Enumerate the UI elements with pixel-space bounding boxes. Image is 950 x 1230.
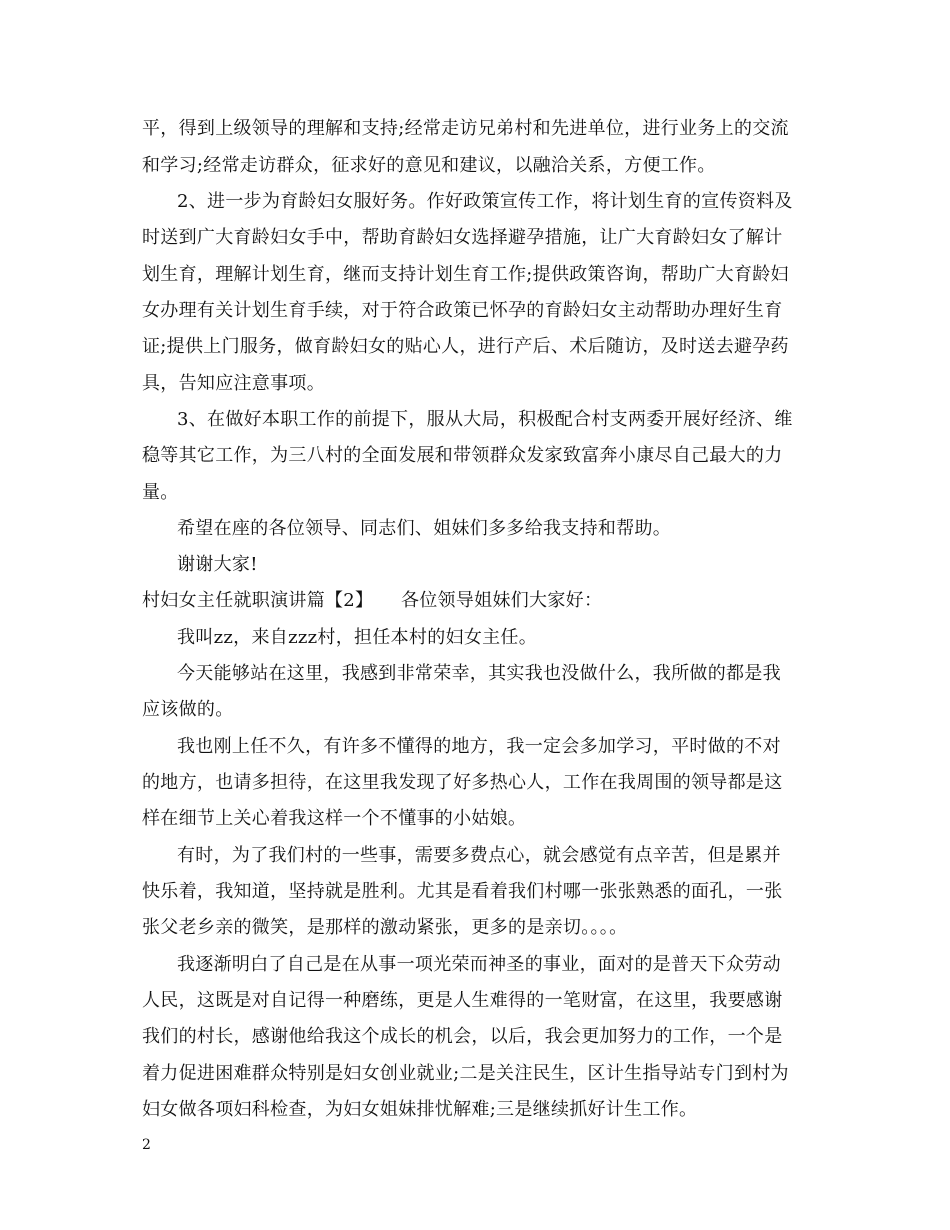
body-text-line: 女办理有关计划生育手续，对于符合政策已怀孕的育龄妇女主动帮助办理好生育 bbox=[142, 300, 783, 321]
body-text-line: 划生育，理解计划生育，继而支持计划生育工作;提供政策咨询，帮助广大育龄妇 bbox=[142, 264, 789, 285]
page-number: 2 bbox=[142, 1137, 151, 1153]
body-text-line: 应该做的。 bbox=[142, 699, 234, 720]
body-text-line: 我们的村长，感谢他给我这个成长的机会，以后，我会更加努力的工作，一个是 bbox=[142, 1026, 783, 1047]
body-text-line: 张父老乡亲的微笑，是那样的激动紧张，更多的是亲切。。。。 bbox=[142, 917, 628, 938]
body-text-line: 3、在做好本职工作的前提下，服从大局，积极配合村支两委开展好经济、维 bbox=[177, 409, 793, 430]
body-text-line: 稳等其它工作，为三八村的全面发展和带领群众发家致富奔小康尽自己最大的力 bbox=[142, 445, 783, 466]
body-text-line: 时送到广大育龄妇女手中，帮助育龄妇女选择避孕措施，让广大育龄妇女了解计 bbox=[142, 227, 783, 248]
body-text-line: 妇女做各项妇科检查，为妇女姐妹排忧解难;三是继续抓好计生工作。 bbox=[142, 1099, 698, 1120]
body-text-line: 我逐渐明白了自己是在从事一项光荣而神圣的事业，面对的是普天下众劳动 bbox=[177, 954, 781, 975]
body-text-line: 样在细节上关心着我这样一个不懂事的小姑娘。 bbox=[142, 808, 527, 829]
body-text-line: 人民，这既是对自记得一种磨练，更是人生难得的一笔财富，在这里，我要感谢 bbox=[142, 990, 783, 1011]
body-text-line: 的地方，也请多担待，在这里我发现了好多热心人，工作在我周围的领导都是这 bbox=[142, 772, 783, 793]
body-text-line: 和学习;经常走访群众，征求好的意见和建议，以融洽关系，方便工作。 bbox=[142, 155, 716, 176]
body-text-line: 谢谢大家! bbox=[177, 554, 258, 575]
body-text-line: 今天能够站在这里，我感到非常荣幸，其实我也没做什么，我所做的都是我 bbox=[177, 663, 781, 684]
body-text-line: 量。 bbox=[142, 482, 179, 503]
body-text-line: 平，得到上级领导的理解和支持;经常走访兄弟村和先进单位，进行业务上的交流 bbox=[142, 118, 789, 139]
body-text-line: 证;提供上门服务，做育龄妇女的贴心人，进行产后、术后随访，及时送去避孕药 bbox=[142, 336, 789, 357]
body-text-line: 我也刚上任不久，有许多不懂得的地方，我一定会多加学习，平时做的不对 bbox=[177, 736, 781, 757]
body-text-line: 我叫zz，来自zzz村，担任本村的妇女主任。 bbox=[177, 627, 538, 648]
body-text-line: 希望在座的各位领导、同志们、姐妹们多多给我支持和帮助。 bbox=[177, 518, 672, 539]
body-text-line: 具，告知应注意事项。 bbox=[142, 373, 325, 394]
body-text-line: 快乐着，我知道，坚持就是胜利。尤其是看着我们村哪一张张熟悉的面孔，一张 bbox=[142, 881, 783, 902]
body-text-line: 着力促进困难群众特别是妇女创业就业;二是关注民生，区计生指导站专门到村为 bbox=[142, 1063, 789, 1084]
body-text-line: 有时，为了我们村的一些事，需要多费点心，就会感觉有点辛苦，但是累并 bbox=[177, 845, 781, 866]
body-text-line: 2、进一步为育龄妇女服好务。作好政策宣传工作，将计划生育的宣传资料及 bbox=[177, 191, 793, 212]
section-heading-line: 村妇女主任就职演讲篇【2】 各位领导姐妹们大家好： bbox=[142, 590, 603, 611]
